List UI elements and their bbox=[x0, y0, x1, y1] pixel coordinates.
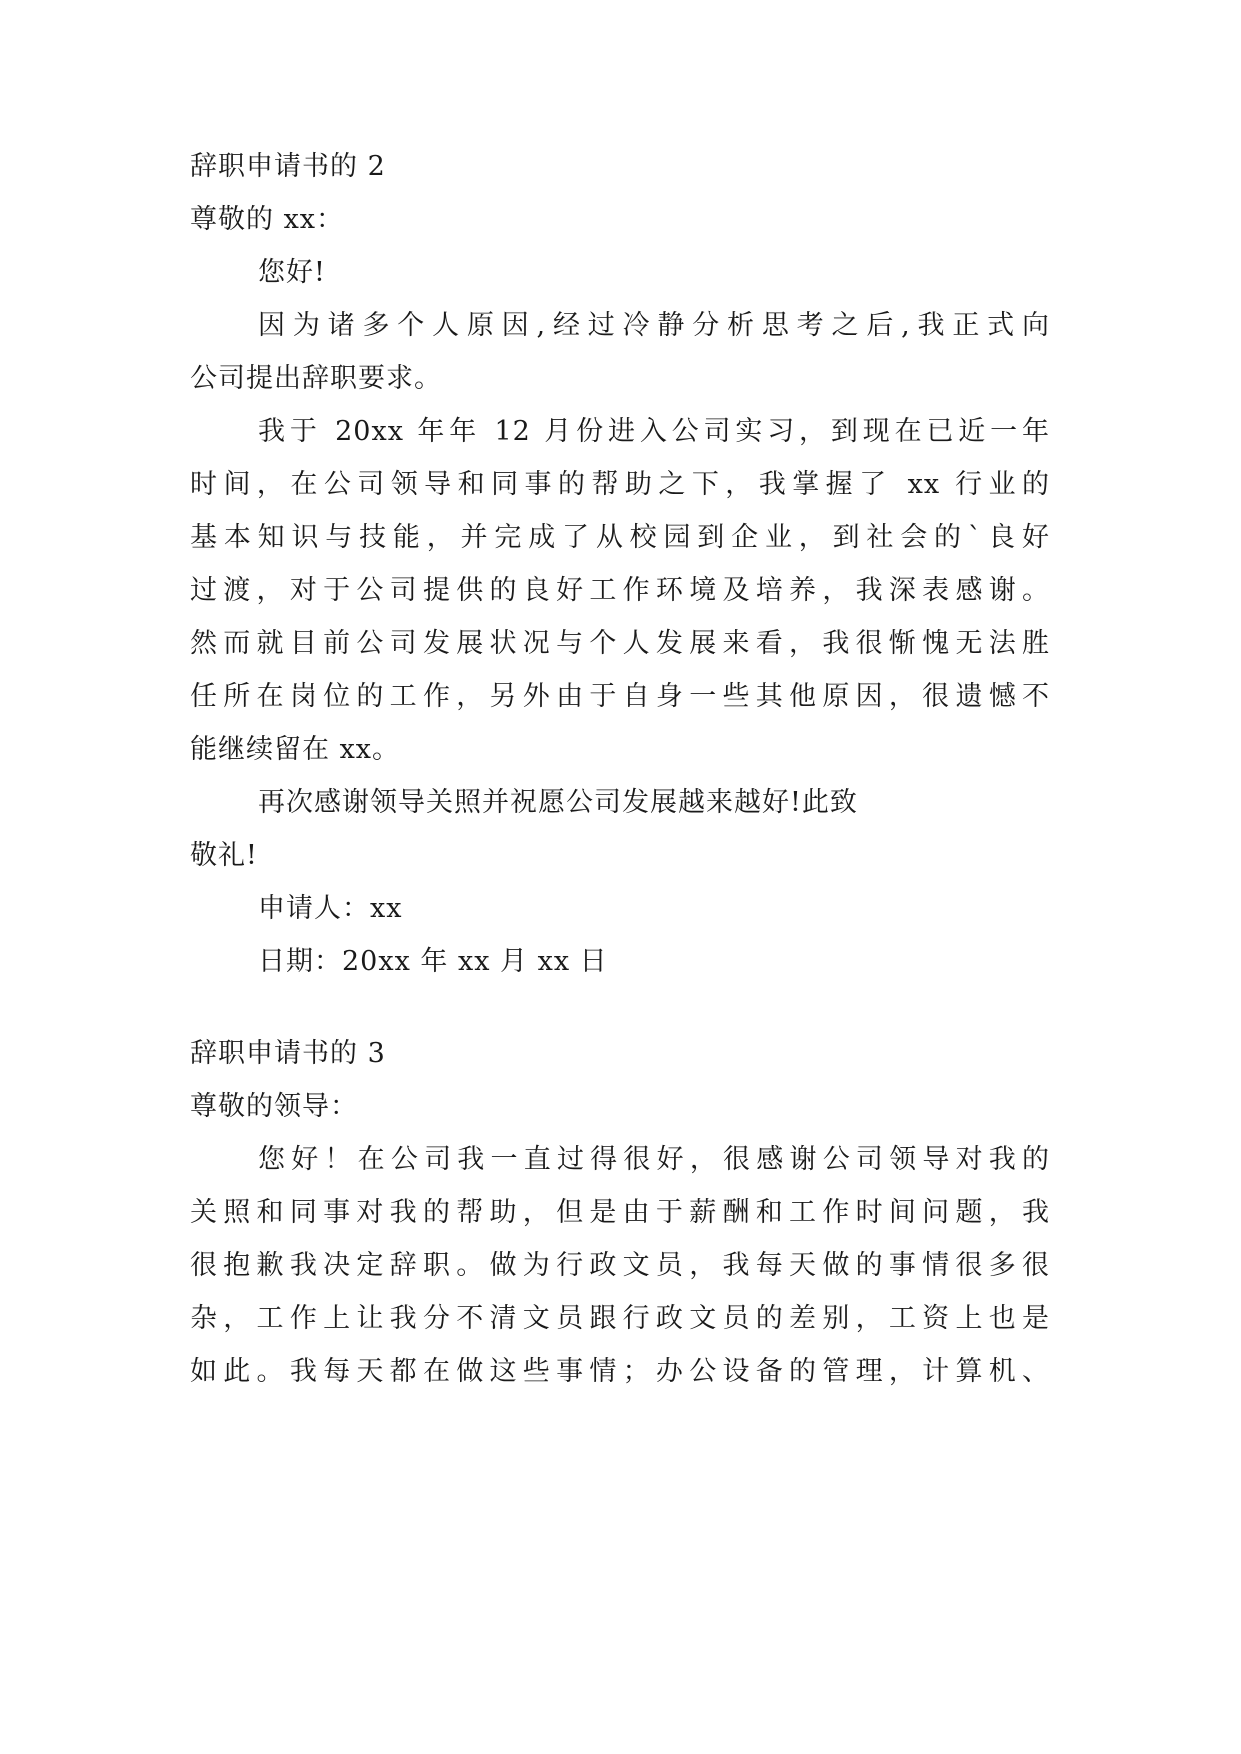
letter2-para2-line: 我于 20xx 年年 12 月份进入公司实习，到现在已近一年 bbox=[258, 416, 1050, 447]
letter2-salutation: 尊敬的 xx： bbox=[190, 204, 345, 235]
letter3-salutation: 尊敬的领导： bbox=[190, 1091, 358, 1122]
letter2-applicant: 申请人：xx bbox=[258, 893, 403, 924]
letter2-para1-line: 公司提出辞职要求。 bbox=[190, 363, 442, 394]
letter2-para2-line: 过渡，对于公司提供的良好工作环境及培养，我深表感谢。 bbox=[190, 575, 1050, 606]
letter2-para2-line: 基本知识与技能，并完成了从校园到企业，到社会的`良好 bbox=[190, 522, 1050, 553]
letter3-para1-line: 关照和同事对我的帮助，但是由于薪酬和工作时间问题，我 bbox=[190, 1197, 1050, 1228]
letter3-para1-line: 如此。我每天都在做这些事情；办公设备的管理，计算机、 bbox=[190, 1356, 1050, 1387]
letter3-para1-line: 很抱歉我决定辞职。做为行政文员，我每天做的事情很多很 bbox=[190, 1250, 1050, 1281]
letter2-title: 辞职申请书的 2 bbox=[190, 151, 386, 182]
letter2-para2-line: 时间，在公司领导和同事的帮助之下，我掌握了 xx 行业的 bbox=[190, 469, 1050, 500]
letter2-para2-line: 然而就目前公司发展状况与个人发展来看，我很惭愧无法胜 bbox=[190, 628, 1050, 659]
letter2-date: 日期：20xx 年 xx 月 xx 日 bbox=[258, 946, 608, 977]
letter2-para1-line: 因为诸多个人原因,经过冷静分析思考之后,我正式向 bbox=[258, 310, 1050, 341]
letter2-greeting: 您好! bbox=[258, 257, 326, 288]
letter3-para1-line: 杂，工作上让我分不清文员跟行政文员的差别，工资上也是 bbox=[190, 1303, 1050, 1334]
letter2-para3: 再次感谢领导关照并祝愿公司发展越来越好!此致 bbox=[258, 787, 858, 818]
letter3-title: 辞职申请书的 3 bbox=[190, 1038, 386, 1069]
letter2-para2-line: 任所在岗位的工作，另外由于自身一些其他原因，很遗憾不 bbox=[190, 681, 1050, 712]
letter2-closing: 敬礼! bbox=[190, 840, 258, 871]
letter3-para1-line: 您好！在公司我一直过得很好，很感谢公司领导对我的 bbox=[258, 1144, 1050, 1175]
letter2-para2-line: 能继续留在 xx。 bbox=[190, 734, 401, 765]
